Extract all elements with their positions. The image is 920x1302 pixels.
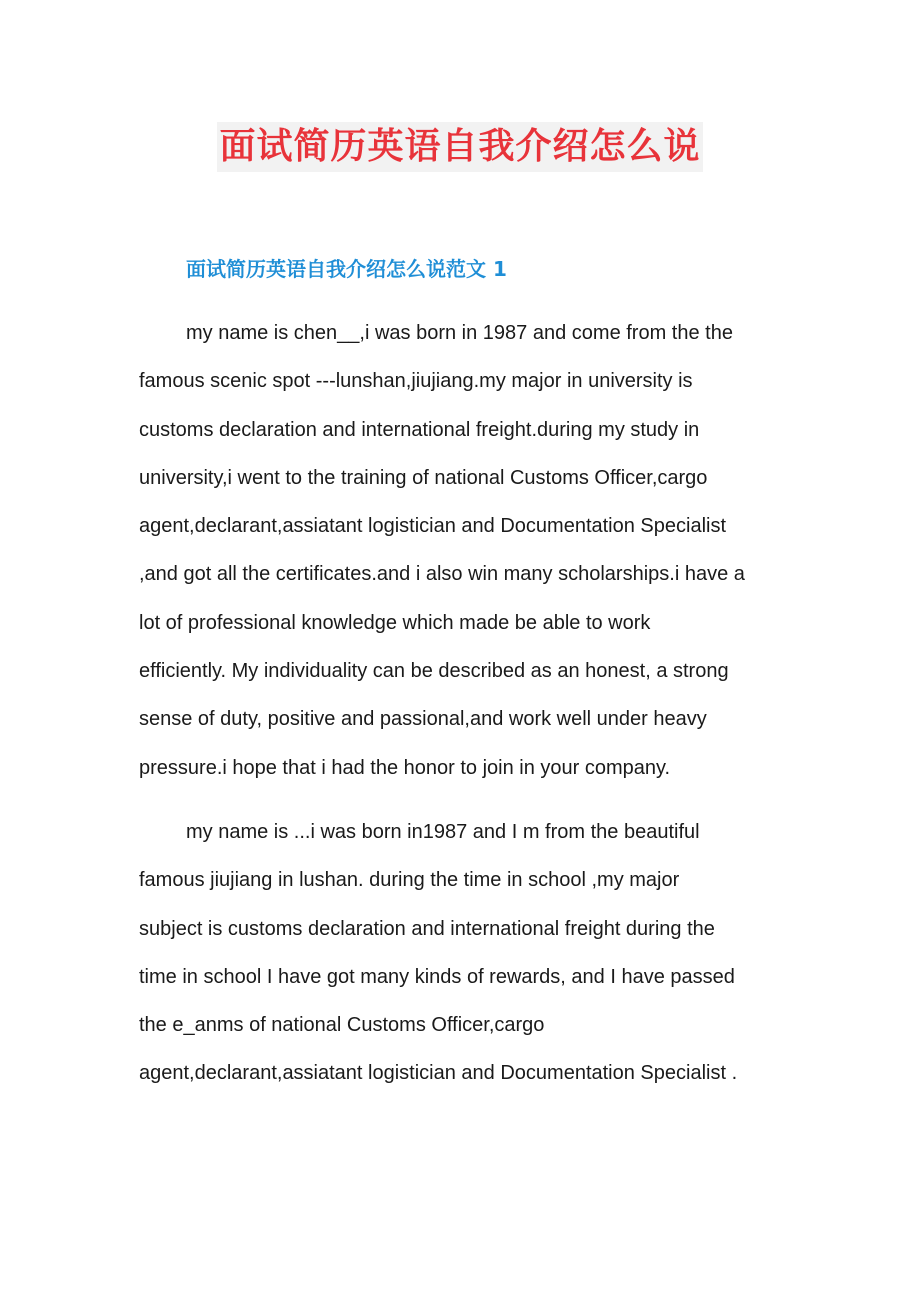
section-heading: 面试简历英语自我介绍怎么说范文 1 — [186, 257, 507, 281]
paragraph-line: ,and got all the certificates.and i also win many scholarships.i have a — [139, 563, 745, 586]
paragraph-line: customs declaration and international freight.during my study in — [139, 418, 700, 441]
title-container — [0, 122, 920, 172]
paragraph-line: agent,declarant,assiatant logistician and Documentation Specialist — [139, 515, 727, 538]
paragraph-line: sense of duty, positive and passional,and work well under heavy — [139, 708, 707, 731]
paragraph-1 — [139, 309, 789, 792]
paragraph-line: famous jiujiang in lushan. during the time in school ,my major — [139, 869, 680, 892]
paragraph-line: agent,declarant,assiatant logistician and Documentation Specialist . — [139, 1062, 738, 1085]
paragraph-line: pressure.i hope that i had the honor to join in your company. — [139, 756, 671, 779]
paragraph-line: the e_anms of national Customs Officer,cargo — [139, 1014, 545, 1037]
paragraph-line: time in school I have got many kinds of rewards, and I have passed — [139, 965, 735, 988]
paragraph-line: my name is chen__,i was born in 1987 and come from the the — [186, 322, 733, 344]
paragraph-line: famous scenic spot ---lunshan,jiujiang.my major in university is — [139, 370, 693, 393]
paragraph-line: efficiently. My individuality can be described as an honest, a strong — [139, 660, 729, 683]
paragraph-2 — [139, 808, 789, 1098]
paragraph-line: my name is ...i was born in1987 and I m from the beautiful — [186, 821, 700, 843]
paragraph-line: university,i went to the training of national Customs Officer,cargo — [139, 466, 708, 489]
document-title: 面试简历英语自我介绍怎么说 — [217, 122, 702, 172]
paragraph-line: subject is customs declaration and international freight during the — [139, 917, 715, 940]
paragraph-line: lot of professional knowledge which made be able to work — [139, 611, 651, 634]
